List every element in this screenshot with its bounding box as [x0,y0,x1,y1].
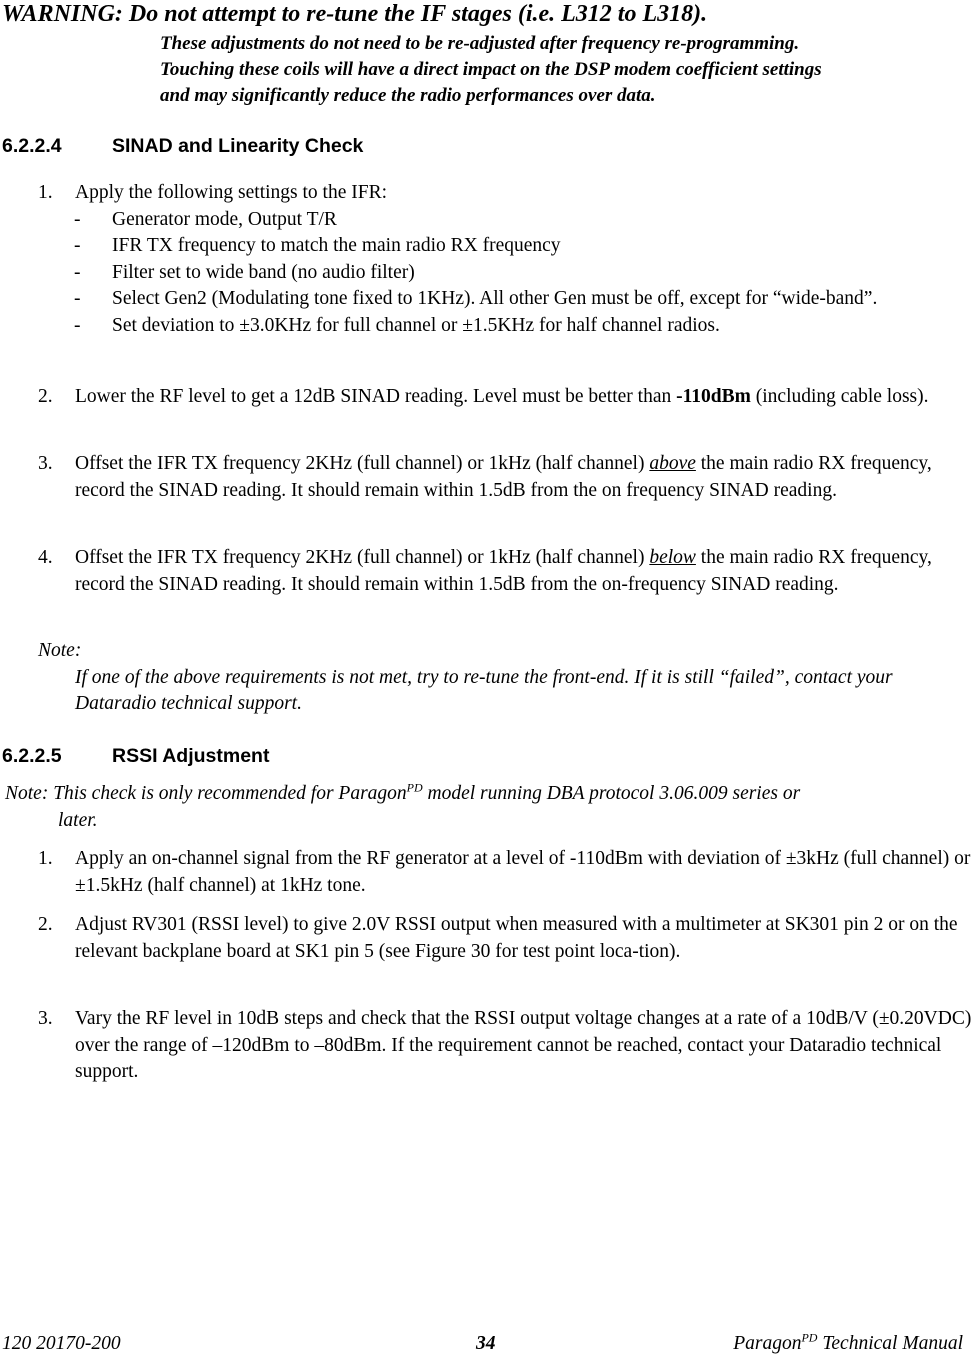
dash-bullet: - [74,208,81,230]
step-number: 3. [38,453,53,474]
step-text: Vary the RF level in 10dB steps and check that the RSSI output voltage changes at a rate of a 10dB/V (±0.20VDC) over the range of –120dBm to –80dBm. If the requirement cannot be reached, contact your Dataradio technical support. [75,1008,972,1082]
list-item [38,451,975,504]
list-item [38,384,975,411]
sub-item-text: Select Gen2 (Modulating tone fixed to 1KHz). All other Gen must be off, except for “wide-band”. [112,288,878,309]
superscript: PD [801,1330,818,1345]
sinad-step-3 [38,451,975,504]
step-text-bold: -110dBm [676,386,751,407]
step-text: Offset the IFR TX frequency 2KHz (full channel) or 1kHz (half channel) [75,547,650,568]
step-text: (including cable loss). [750,386,929,407]
note-text: Note: This check is only recommended for Paragon [5,783,407,804]
sub-item-text: Set deviation to ±3.0KHz for full channel or ±1.5KHz for half channel radios. [112,314,720,336]
note-text: model running DBA protocol 3.06.009 series or [422,783,801,804]
sinad-note [38,638,948,718]
step-text: Adjust RV301 (RSSI level) to give 2.0V RSSI output when measured with a multimeter at SK301 pin 2 or on the relevant backplane board at SK1 pin 5 (see Figure 30 for test point loca-tion). [75,914,958,962]
step-text-emphasis: above [649,453,696,474]
sub-list [37,207,975,340]
list-item [38,545,975,598]
step-text: Apply an on-channel signal from the RF generator at a level of -110dBm with deviation of ±3kHz (full channel) or ±1.5kHz (half channel) at 1kHz tone. [75,848,971,896]
sub-list-item [37,207,975,234]
step-number: 1. [38,848,53,869]
step-number: 4. [38,547,53,568]
sinad-step-4 [38,545,975,598]
sub-item-text: IFR TX frequency to match the main radio RX frequency [112,235,561,256]
section-title: RSSI Adjustment [112,745,270,767]
step-number: 2. [38,386,53,407]
dash-bullet: - [74,235,81,256]
warning-line: and may significantly reduce the radio performances over data. [160,85,656,106]
sub-list-item [37,313,975,340]
section-number: 6.2.2.5 [2,745,62,767]
rssi-step-3 [38,1006,975,1086]
list-item [38,180,975,339]
step-number: 2. [38,914,53,935]
section-number: 6.2.2.4 [2,135,62,157]
list-item [38,912,975,965]
section-title: SINAD and Linearity Check [112,135,364,157]
step-number: 1. [38,182,53,203]
warning-title: WARNING: Do not attempt to re-tune the IF stages (i.e. L312 to L318). [2,1,708,27]
rssi-step-2 [38,912,975,965]
warning-line: Touching these coils will have a direct impact on the DSP modem coefficient settings [160,59,822,80]
dash-bullet: - [74,261,81,283]
sub-item-text: Filter set to wide band (no audio filter) [112,261,415,283]
manual-title-text: Technical Manual [817,1333,963,1354]
step-text: the main radio RX frequency, record the SINAD reading. It should remain within 1.5dB from the on-frequency SINAD reading. [75,547,932,595]
sub-list-item [37,286,975,313]
warning-body [160,31,975,109]
page-number: 34 [476,1333,496,1354]
superscript: PD [406,780,423,795]
dash-bullet: - [74,314,81,336]
dash-bullet: - [74,288,81,309]
note-text: If one of the above requirements is not met, try to re-tune the front-end. If it is still “failed”, contact your Dataradio technical support. [75,666,893,714]
sinad-step-2 [38,384,975,411]
list-item [38,1006,975,1086]
rssi-note [5,781,973,834]
sub-item-text: Generator mode, Output T/R [112,208,337,230]
manual-title-text: Paragon [733,1333,802,1354]
sub-list-item [37,260,975,287]
list-item [38,846,975,899]
step-text: the main radio RX frequency, record the SINAD reading. It should remain within 1.5dB from the on frequency SINAD reading. [75,453,932,501]
note-label: Note: [38,640,82,661]
warning-line: These adjustments do not need to be re-adjusted after frequency re-programming. [160,33,800,54]
rssi-step-1 [38,846,975,899]
note-text: later. [58,809,98,831]
step-text: Apply the following settings to the IFR: [75,182,387,203]
sub-list-item [37,233,975,260]
step-text: Offset the IFR TX frequency 2KHz (full channel) or 1kHz (half channel) [75,453,650,474]
section-heading-rssi [2,745,269,768]
step-number: 3. [38,1008,53,1029]
manual-title [733,1330,963,1355]
doc-number: 120 20170-200 [2,1333,121,1354]
page-footer [0,1330,975,1359]
step-text-emphasis: below [649,547,696,568]
section-heading-sinad [2,135,363,158]
sinad-steps [38,180,975,339]
step-text: Lower the RF level to get a 12dB SINAD reading. Level must be better than [75,386,677,407]
